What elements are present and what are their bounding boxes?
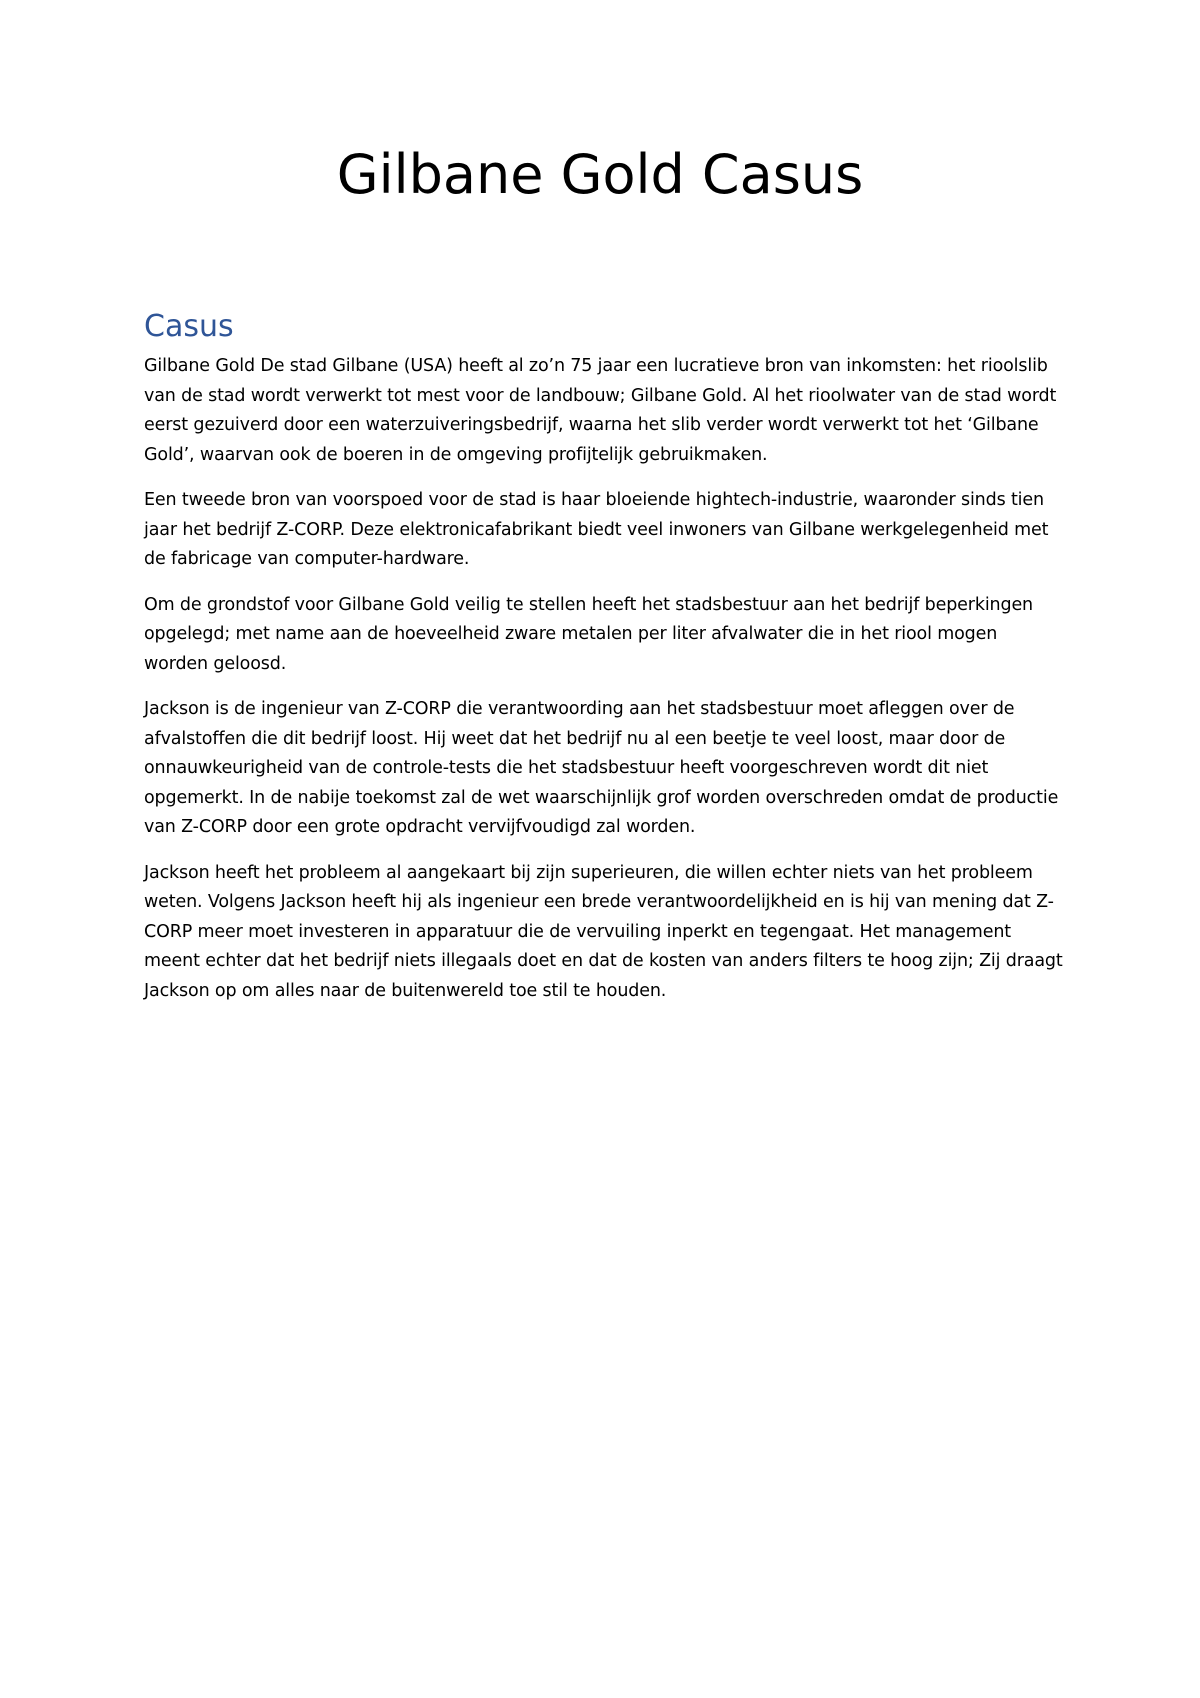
paragraph-hightech: Een tweede bron van voorspoed voor de stad is haar bloeiende hightech-industrie, waaronder sinds tien jaar het bedrijf Z-CORP. Deze elektronicafabrikant biedt veel inwoners van Gilbane werkgelegenheid met de fabricage van computer-hardware.	[144, 490, 1049, 569]
section-heading: Casus	[144, 309, 234, 344]
paragraph-intro: Gilbane Gold De stad Gilbane (USA) heeft al zo’n 75 jaar een lucratieve bron van inkomsten: het rioolslib van de stad wordt verwerkt tot mest voor de landbouw; Gilbane Gold. Al het rioolwater van de stad wordt eerst gezuiverd door een waterzuiveringsbedrijf, waarna het slib verder wordt verwerkt tot het ‘Gilbane Gold’, waarvan ook de boeren in de omgeving profijtelijk gebruikmaken.	[144, 356, 1057, 465]
paragraph-jackson-engineer: Jackson is de ingenieur van Z-CORP die verantwoording aan het stadsbestuur moet afleggen over de afvalstoffen die dit bedrijf loost. Hij weet dat het bedrijf nu al een beetje te veel loost, maar door de onnauwkeurigheid van de controle-tests die het stadsbestuur heeft voorgeschreven wordt dit niet opgemerkt. In de nabije toekomst zal de wet waarschijnlijk grof worden overschreden omdat de productie van Z-CORP door een grote opdracht vervijfvoudigd zal worden.	[144, 699, 1059, 837]
casus-section	[144, 306, 1064, 1022]
document-title: Gilbane Gold Casus	[336, 143, 864, 206]
paragraph-restrictions: Om de grondstof voor Gilbane Gold veilig te stellen heeft het stadsbestuur aan het bedrijf beperkingen opgelegd; met name aan de hoeveelheid zware metalen per liter afvalwater die in het riool mogen worden geloosd.	[144, 594, 1034, 674]
paragraph-jackson-management: Jackson heeft het probleem al aangekaart bij zijn superieuren, die willen echter niets van het probleem weten. Volgens Jackson heeft hij als ingenieur een brede verantwoordelijkheid en is hij van mening dat Z-CORP meer moet investeren in apparatuur die de vervuiling inperkt en tegengaat. Het management meent echter dat het bedrijf niets illegaals doet en dat de kosten van anders filters te hoog zijn; Zij draagt Jackson op om alles naar de buitenwereld toe stil te houden.	[144, 862, 1063, 1001]
